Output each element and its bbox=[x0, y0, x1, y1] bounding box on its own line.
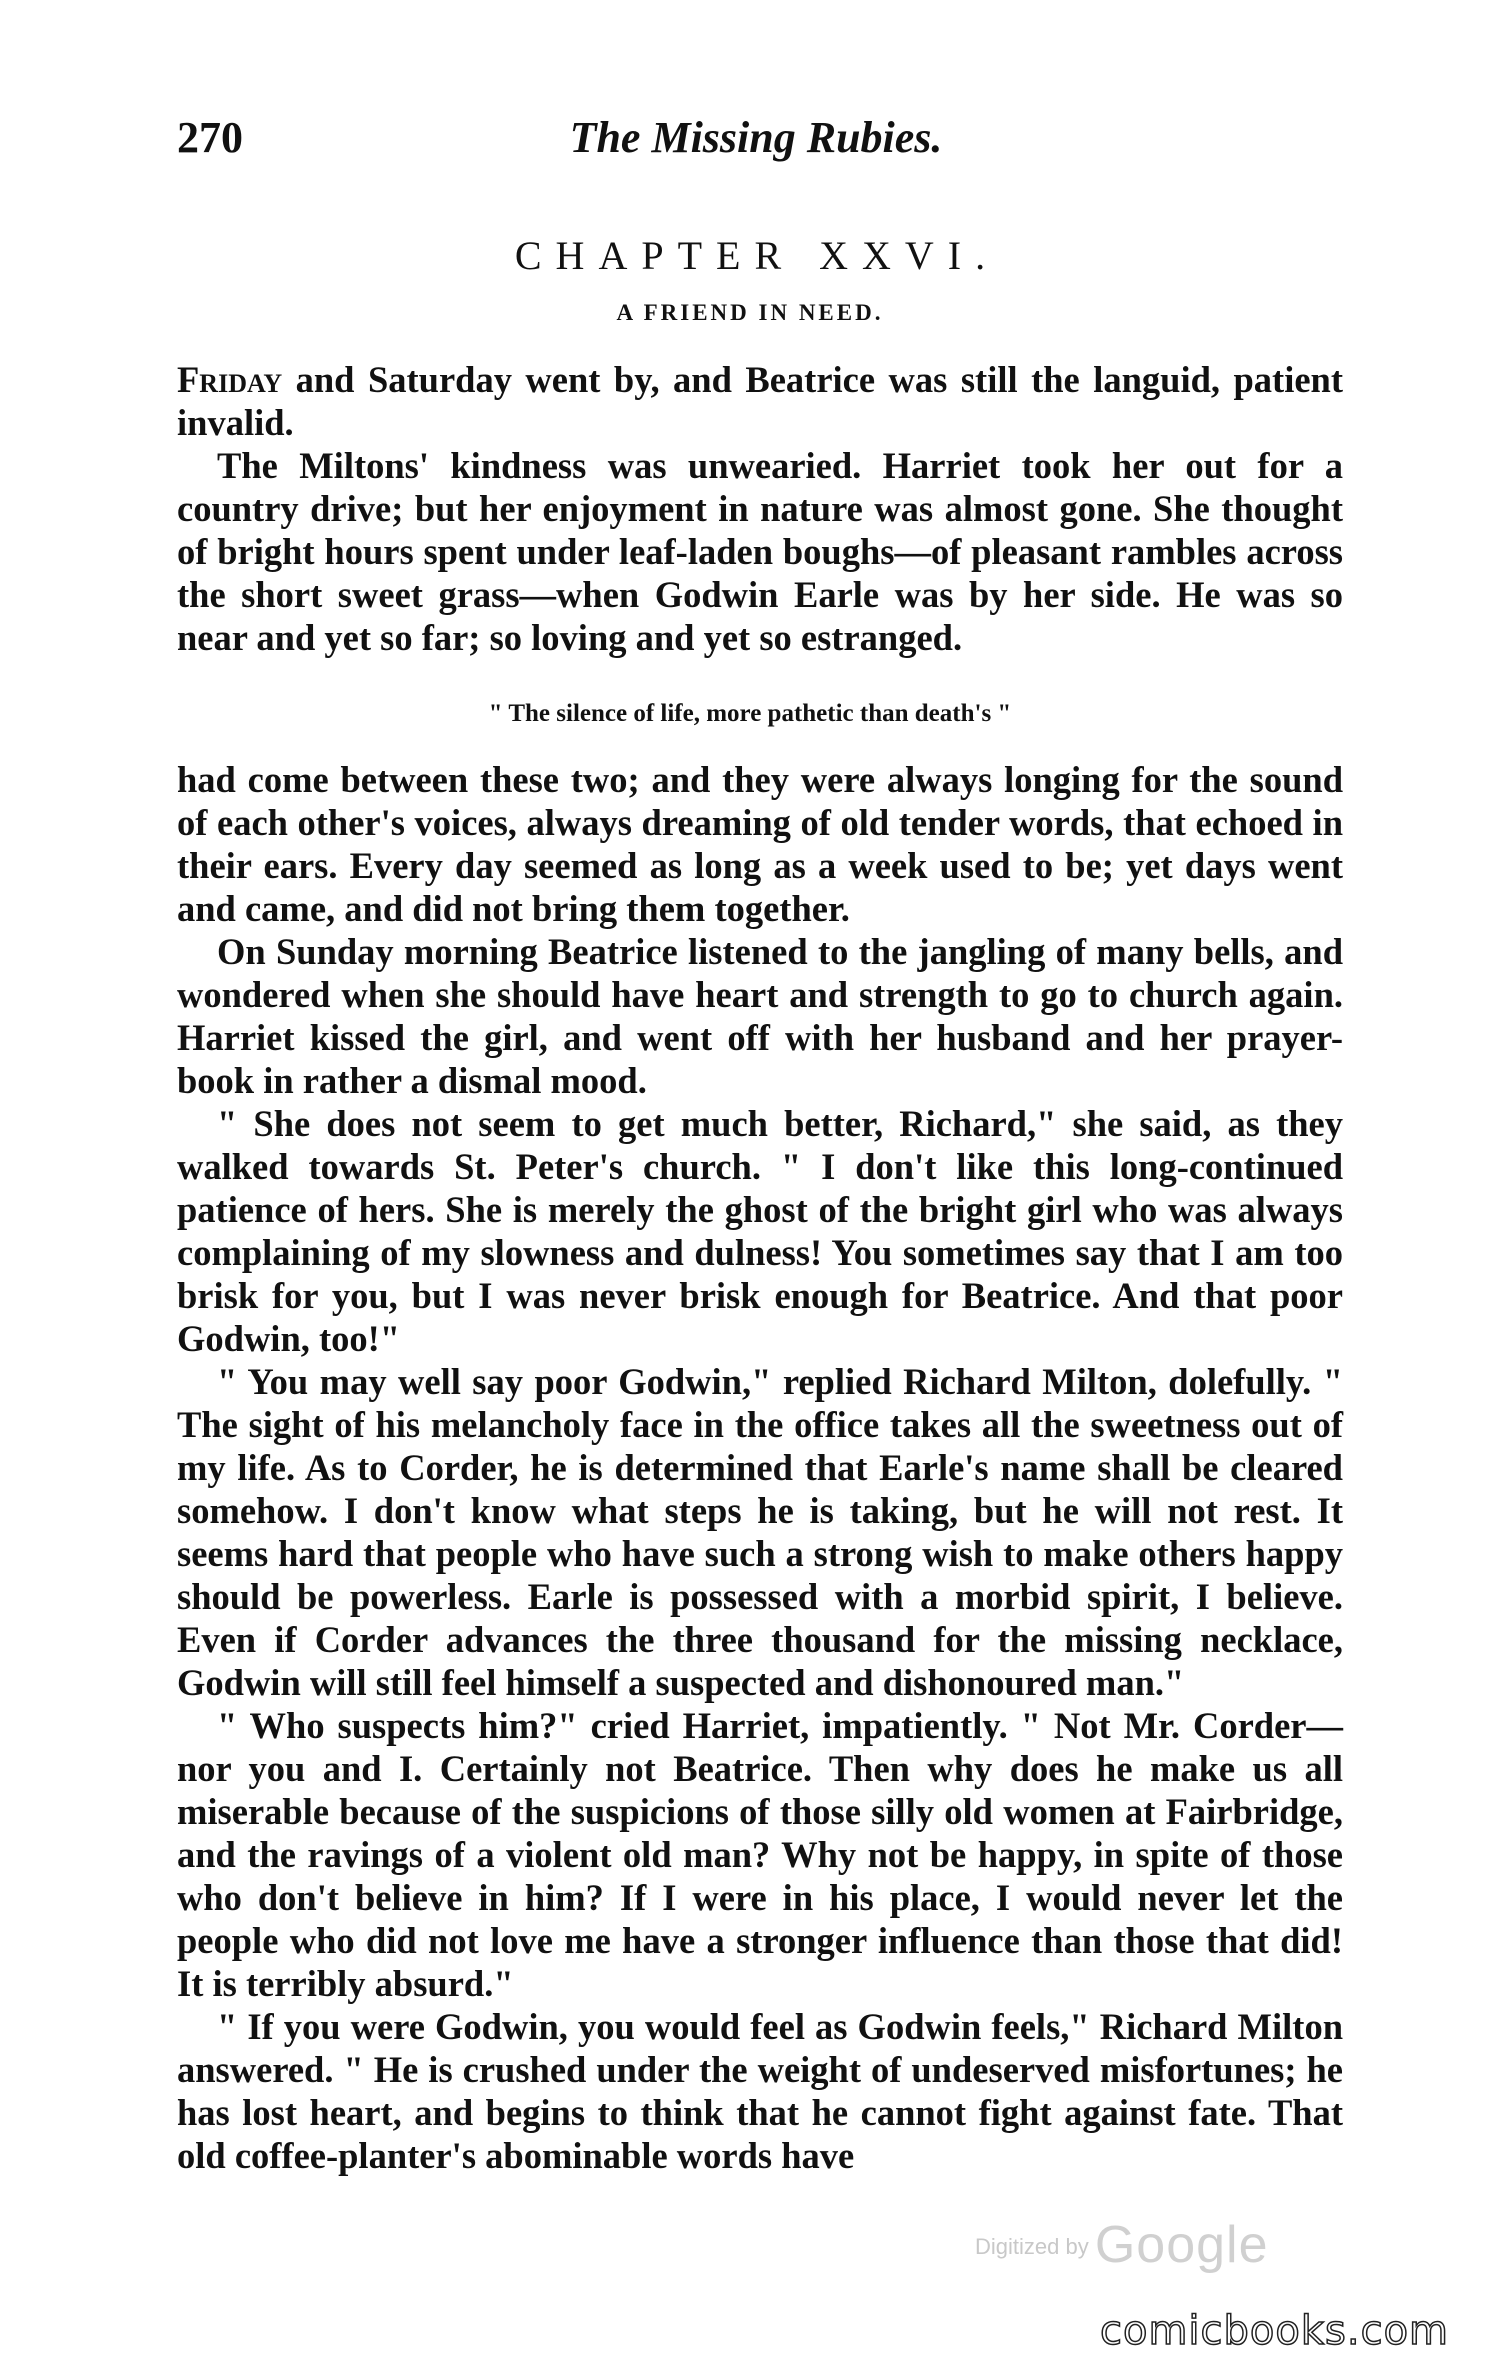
site-watermark: comicbooks.com bbox=[1100, 2308, 1450, 2354]
running-head bbox=[177, 112, 1335, 172]
paragraph-lead-word: Friday bbox=[177, 359, 283, 400]
digitized-by-watermark bbox=[975, 2215, 1269, 2275]
paragraph: " If you were Godwin, you would feel as Godwin feels," Richard Milton answered. " He is crushed under the weight of undeserved misfortunes; he has lost heart, and begins to think that he cannot fight against fate. That old coffee-planter's abominable words have bbox=[177, 2006, 1343, 2176]
chapter-subtitle: A FRIEND IN NEED. bbox=[616, 300, 884, 325]
running-title: The Missing Rubies. bbox=[569, 113, 943, 162]
digitized-by-text: Digitized by bbox=[975, 2234, 1089, 2259]
chapter-heading: CHAPTER XXVI. bbox=[514, 233, 1000, 278]
paragraph: " She does not seem to get much better, Richard," she said, as they walked towards St. Peter's church. " I don't like this long-continued patience of hers. She is merely the ghost of the bright girl who was always complaining of my slowness and dulness! You sometimes say that I am too brisk for you, but I was never brisk enough for Beatrice. And that poor Godwin, too!" bbox=[177, 1103, 1343, 1359]
body-text-after-quote bbox=[177, 758, 1343, 2177]
paragraph: had come between these two; and they were always longing for the sound of each other's voices, always dreaming of old tender words, that echoed in their ears. Every day seemed as long as a week used to be; yet days went and came, and did not bring them together. bbox=[177, 759, 1343, 929]
paragraph bbox=[177, 358, 1343, 444]
epigraph-quote: " The silence of life, more pathetic than death's " bbox=[488, 700, 1012, 727]
paragraph: " You may well say poor Godwin," replied Richard Milton, dolefully. " The sight of his melancholy face in the office takes all the sweetness out of my life. As to Corder, he is determined that Earle's name shall be cleared somehow. I don't know what steps he is taking, but he will not rest. It seems hard that people who have such a strong wish to make others happy should be powerless. Earle is possessed with a morbid spirit, I believe. Even if Corder advances the three thousand for the missing necklace, Godwin will still feel himself a suspected and dishonoured man." bbox=[177, 1361, 1343, 1703]
paragraph: The Miltons' kindness was unwearied. Harriet took her out for a country drive; but her enjoyment in nature was almost gone. She thought of bright hours spent under leaf-laden boughs—of pleasant rambles across the short sweet grass—when Godwin Earle was by her side. He was so near and yet so far; so loving and yet so estranged. bbox=[177, 445, 1343, 658]
google-logo: Google bbox=[1094, 2216, 1269, 2274]
paragraph: " Who suspects him?" cried Harriet, impatiently. " Not Mr. Corder—nor you and I. Certainly not Beatrice. Then why does he make us all miserable because of the suspicions of those silly old women at Fairbridge, and the ravings of a violent old man? Why not be happy, in spite of those who don't believe in him? If I were in his place, I would never let the people who did not love me have a stronger influence than those that did! It is terribly absurd." bbox=[177, 1705, 1343, 2004]
paragraph: On Sunday morning Beatrice listened to the jangling of many bells, and wondered when she should have heart and strength to go to church again. Harriet kissed the girl, and went off with her husband and her prayer-book in rather a dismal mood. bbox=[177, 931, 1343, 1101]
paragraph-text: and Saturday went by, and Beatrice was still the languid, patient invalid. bbox=[177, 359, 1343, 443]
body-text-before-quote bbox=[177, 358, 1343, 659]
page-number: 270 bbox=[177, 113, 243, 162]
